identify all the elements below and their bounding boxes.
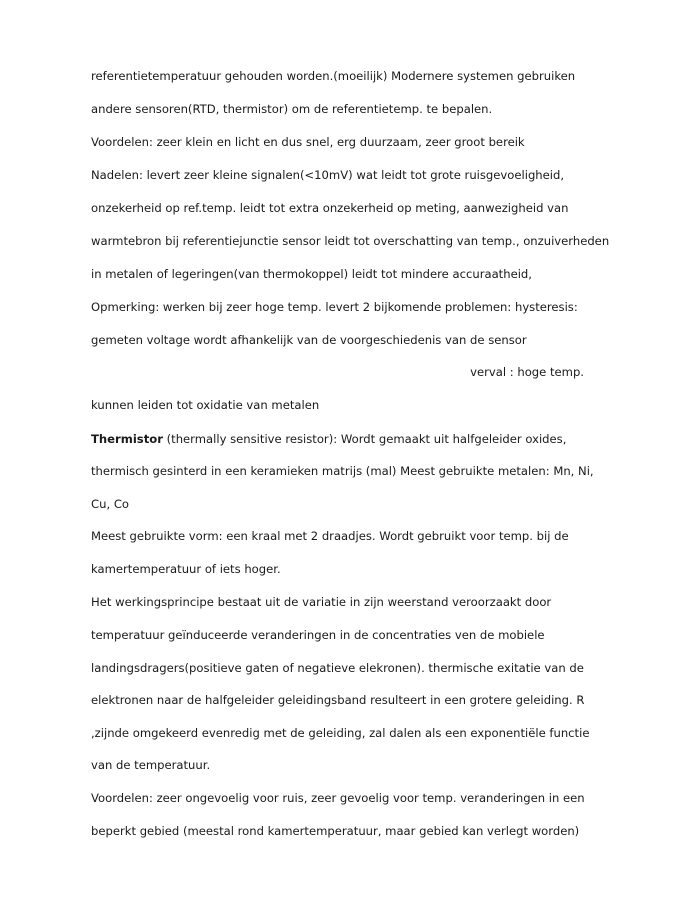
text-line: Nadelen: levert zeer kleine signalen(<10mV) wat leidt tot grote ruisgevoeligheid, <box>91 168 565 182</box>
text-line-right: verval : hoge temp. <box>470 365 584 379</box>
thermistor-definition: (thermally sensitive resistor): Wordt gemaakt uit halfgeleider oxides, <box>162 432 567 446</box>
text-line: beperkt gebied (meestal rond kamertemperatuur, maar gebied kan verlegt worden) <box>91 824 580 838</box>
text-line: in metalen of legeringen(van thermokoppel) leidt tot mindere accuraatheid, <box>91 267 532 281</box>
text-line: thermisch gesinterd in een keramieken matrijs (mal) Meest gebruikte metalen: Mn, Ni, <box>91 464 594 478</box>
text-line: ,zijnde omgekeerd evenredig met de geleiding, zal dalen als een exponentiële functie <box>91 726 590 740</box>
text-line: landingsdragers(positieve gaten of negatieve elekronen). thermische exitatie van de <box>91 661 584 675</box>
text-line: andere sensoren(RTD, thermistor) om de referentietemp. te bepalen. <box>91 102 493 116</box>
text-line: Voordelen: zeer ongevoelig voor ruis, zeer gevoelig voor temp. veranderingen in een <box>91 791 585 805</box>
text-line: referentietemperatuur gehouden worden.(moeilijk) Modernere systemen gebruiken <box>91 69 576 83</box>
text-line: kamertemperatuur of iets hoger. <box>91 562 281 576</box>
text-line: Het werkingsprincipe bestaat uit de variatie in zijn weerstand veroorzaakt door <box>91 595 552 609</box>
thermistor-term: Thermistor <box>91 432 163 446</box>
text-line: onzekerheid op ref.temp. leidt tot extra onzekerheid op meting, aanwezigheid van <box>91 201 569 215</box>
text-line: warmtebron bij referentiejunctie sensor leidt tot overschatting van temp., onzuiverheden <box>91 234 610 248</box>
text-line: Voordelen: zeer klein en licht en dus snel, erg duurzaam, zeer groot bereik <box>91 135 525 149</box>
text-line: gemeten voltage wordt afhankelijk van de voorgeschiedenis van de sensor <box>91 333 527 347</box>
text-line: elektronen naar de halfgeleider geleidingsband resulteert in een grotere geleiding. R <box>91 693 585 707</box>
text-line: van de temperatuur. <box>91 758 211 772</box>
thermistor-line <box>91 432 566 446</box>
text-line: Cu, Co <box>91 497 130 511</box>
text-line: Meest gebruikte vorm: een kraal met 2 draadjes. Wordt gebruikt voor temp. bij de <box>91 529 569 543</box>
text-line: kunnen leiden tot oxidatie van metalen <box>91 398 320 412</box>
text-line: temperatuur geïnduceerde veranderingen in de concentraties ven de mobiele <box>91 628 545 642</box>
text-line: Opmerking: werken bij zeer hoge temp. levert 2 bijkomende problemen: hysteresis: <box>91 300 578 314</box>
